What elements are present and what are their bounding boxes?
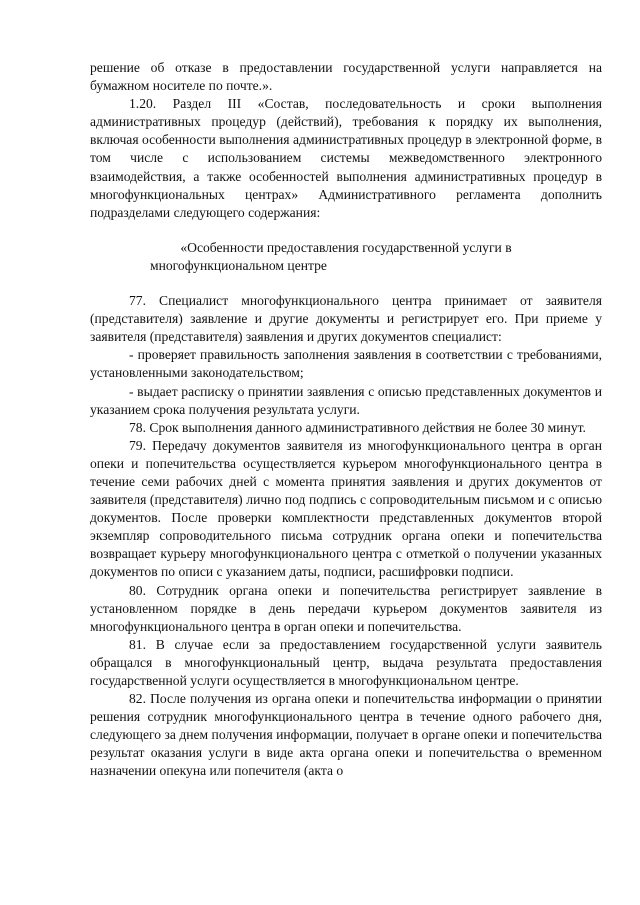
section-heading: «Особенности предоставления государственной услуги в многофункциональном центре xyxy=(150,239,512,273)
paragraph-80: 80. Сотрудник органа опеки и попечительства регистрирует заявление в установленном порядке в день передачи курьером документов заявителя из многофункционального центра в орган опеки и попечительства. xyxy=(90,582,602,634)
paragraph-81: 81. В случае если за предоставлением государственной услуги заявитель обращался в многофункциональный центр, выдача результата предоставления государственной услуги осуществляется в многофункциональном центре. xyxy=(90,636,602,688)
paragraph-79: 79. Передачу документов заявителя из многофункционального центра в орган опеки и попечительства осуществляется курьером многофункционального центра в течение семи рабочих дней с момента принятия заявления и других документов от заявителя (представителя) лично под подпись с сопроводительным письмом и с описью документов. После проверки комплектности представленных документов второй экземпляр сопроводительного письма сотрудник органа опеки и попечительства возвращает курьеру многофункционального центра с отметкой о получении указанных документов по описи с указанием даты, подписи, расшифровки подписи. xyxy=(90,437,602,580)
paragraph-refusal-delivery: решение об отказе в предоставлении государственной услуги направляется на бумажном носителе по почте.». xyxy=(90,60,602,94)
paragraph-77: 77. Специалист многофункционального центра принимает от заявителя (представителя) заявление и другие документы и регистрирует его. При приеме у заявителя (представителя) заявления и других документов специалист: xyxy=(90,293,602,345)
paragraph-82: 82. После получения из органа опеки и попечительства информации о принятии решения сотрудник многофункционального центра в течение одного рабочего дня, следующего за днем получения информации, получает в органе опеки и попечительства результат оказания услуги в виде акта органа опеки и попечительства о временном назначении опекуна или попечителя (акта о xyxy=(90,691,602,779)
paragraph-78: 78. Срок выполнения данного административного действия не более 30 минут. xyxy=(129,419,586,435)
paragraph-77-item-receipt: - выдает расписку о принятии заявления с описью представленных документов и указанием срока получения результата услуги. xyxy=(90,383,602,417)
paragraph-77-item-check: - проверяет правильность заполнения заявления в соответствии с требованиями, установленными законодательством; xyxy=(90,347,602,381)
paragraph-1-20: 1.20. Раздел III «Состав, последовательность и сроки выполнения административных процедур (действий), требования к порядку их выполнения, включая особенности выполнения административных процедур в электронной форме, в том числе с использованием системы межведомственного электронного взаимодействия, а также особенностей выполнения административных процедур в многофункциональных центрах» Административного регламента дополнить подразделами следующего содержания: xyxy=(90,96,602,220)
document-page xyxy=(90,59,602,781)
